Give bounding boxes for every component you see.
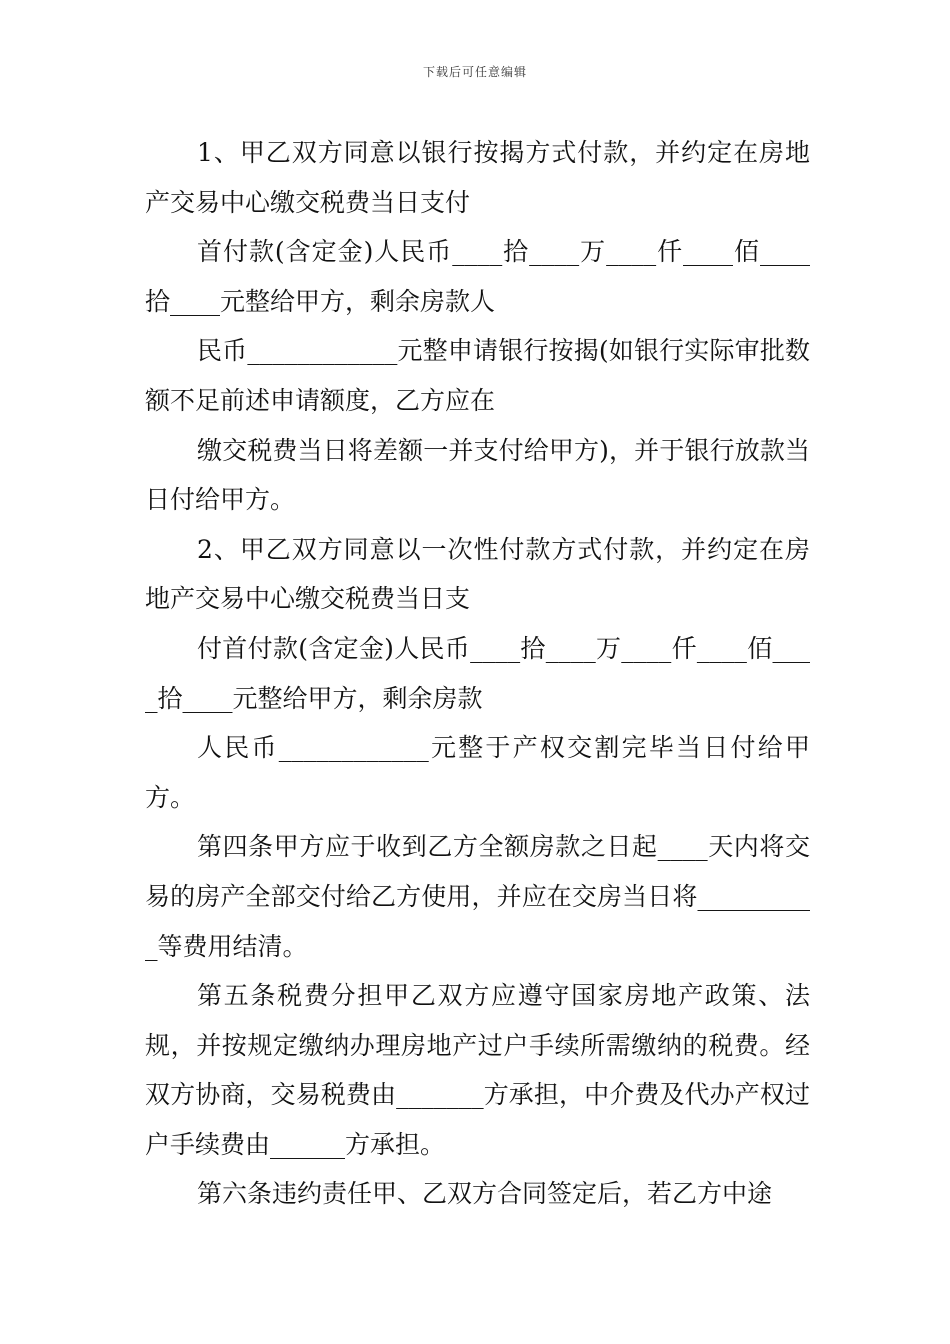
paragraph-remaining-payment: 人民币____________元整于产权交割完毕当日付给甲方。: [145, 733, 810, 812]
paragraph-bank-loan-amount: 民币____________元整申请银行按揭(如银行实际审批数额不足前述申请额度，乙方应在: [145, 336, 810, 415]
paragraph-payment-mortgage: 1、甲乙双方同意以银行按揭方式付款，并约定在房地产交易中心缴交税费当日支付: [145, 138, 810, 217]
paragraph-difference-payment: 缴交税费当日将差额一并支付给甲方)，并于银行放款当日付给甲方。: [145, 435, 810, 515]
paragraph-down-payment-lump-sum: 付首付款(含定金)人民币____拾____万____仟____佰____拾____元整给甲方，剩余房款: [145, 633, 810, 713]
page-header: 下载后可任意编辑: [422, 65, 527, 79]
document-body: [145, 128, 810, 1219]
paragraph-down-payment-mortgage: 首付款(含定金)人民币____拾____万____仟____佰____拾____元整给甲方，剩余房款人: [145, 237, 810, 316]
paragraph-article-five: 第五条税费分担甲乙双方应遵守国家房地产政策、法规，并按规定缴纳办理房地产过户手续所需缴纳的税费。经双方协商，交易税费由_______方承担，中介费及代办产权过户手续费由______方承担。: [145, 981, 810, 1159]
paragraph-article-four: 第四条甲方应于收到乙方全额房款之日起____天内将交易的房产全部交付给乙方使用，并应在交房当日将__________等费用结清。: [145, 832, 810, 961]
paragraph-payment-lump-sum: 2、甲乙双方同意以一次性付款方式付款，并约定在房地产交易中心缴交税费当日支: [145, 534, 810, 614]
paragraph-article-six: 第六条违约责任甲、乙双方合同签定后，若乙方中途: [197, 1179, 773, 1209]
